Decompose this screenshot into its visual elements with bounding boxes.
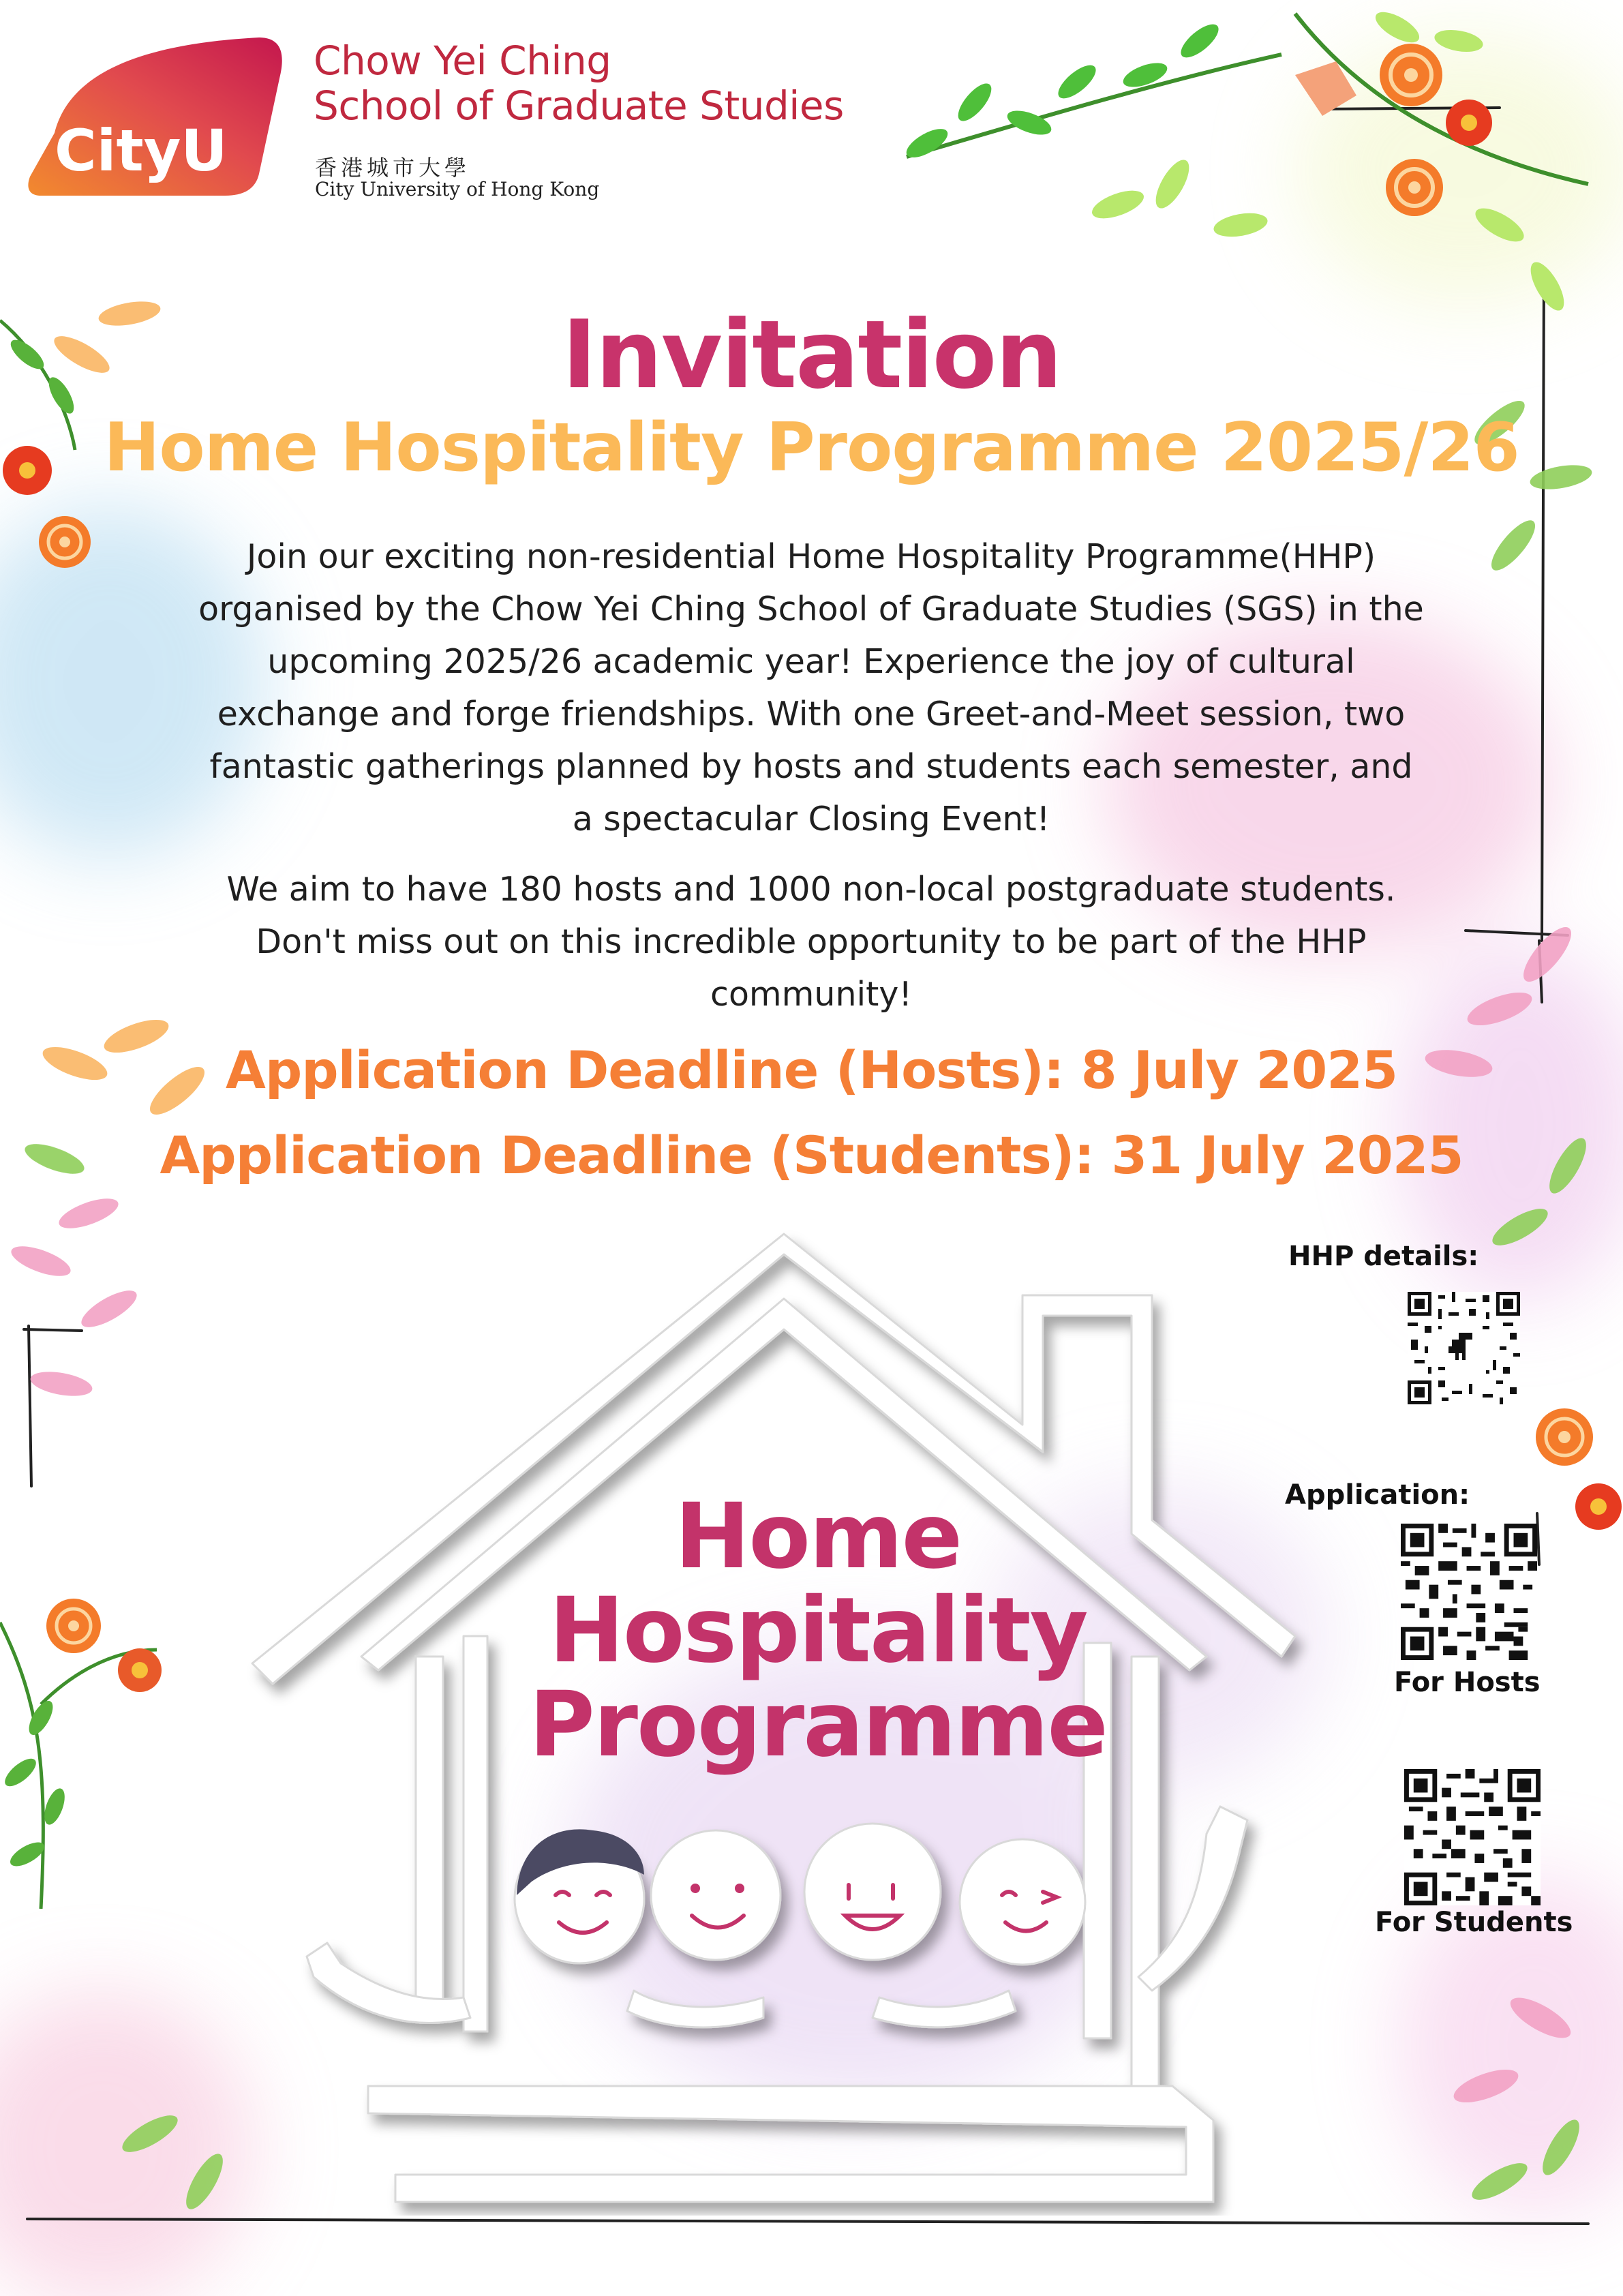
cityu-logo [27, 37, 845, 215]
house-title-line: Hospitality [549, 1578, 1087, 1683]
intro-line: exchange and forge friendships. With one Greet-and-Meet session, two [217, 695, 1406, 734]
hosts-qr-caption: For Hosts [1394, 1667, 1541, 1698]
house-title-line: Home [674, 1484, 962, 1589]
university-english-name: City University of Hong Kong [315, 178, 600, 200]
hhp-details-qr-code[interactable] [1408, 1292, 1520, 1404]
university-chinese-name: 香港城市大學 [315, 155, 471, 181]
aim-paragraph [157, 863, 1466, 1021]
deadline-hosts: Application Deadline (Hosts): 8 July 2025 [226, 1040, 1397, 1100]
intro-line: fantastic gatherings planned by hosts and students each semester, and [209, 747, 1413, 786]
intro-line: organised by the Chow Yei Ching School of Graduate Studies (SGS) in the [198, 590, 1424, 629]
cityu-logo-mark [27, 37, 300, 201]
hhp-details-label: HHP details: [1288, 1241, 1479, 1272]
school-name-line1: Chow Yei Ching [314, 37, 611, 84]
aim-line: Don't miss out on this incredible opportunity to be part of the HHP [256, 922, 1367, 961]
house-title-line: Programme [529, 1672, 1107, 1777]
deadline-students: Application Deadline (Students): 31 July 2025 [160, 1125, 1463, 1185]
aim-line: community! [710, 975, 912, 1014]
intro-paragraph [157, 530, 1466, 845]
intro-line: upcoming 2025/26 academic year! Experience the joy of cultural [267, 642, 1355, 681]
aim-line: We aim to have 180 hosts and 1000 non-local postgraduate students. [226, 870, 1396, 909]
students-application-qr-code[interactable] [1404, 1769, 1541, 1905]
cityu-brand-text: CityU [55, 117, 228, 184]
house-title [477, 1484, 1159, 1777]
programme-title: Home Hospitality Programme 2025/26 [104, 409, 1519, 487]
students-qr-caption: For Students [1375, 1907, 1573, 1938]
invitation-heading: Invitation [562, 300, 1061, 410]
application-label: Application: [1285, 1479, 1470, 1511]
intro-line: a spectacular Closing Event! [572, 800, 1050, 839]
hosts-application-qr-code[interactable] [1401, 1524, 1537, 1660]
school-name-line2: School of Graduate Studies [314, 82, 844, 129]
intro-line: Join our exciting non-residential Home Hospitality Programme(HHP) [246, 537, 1376, 576]
